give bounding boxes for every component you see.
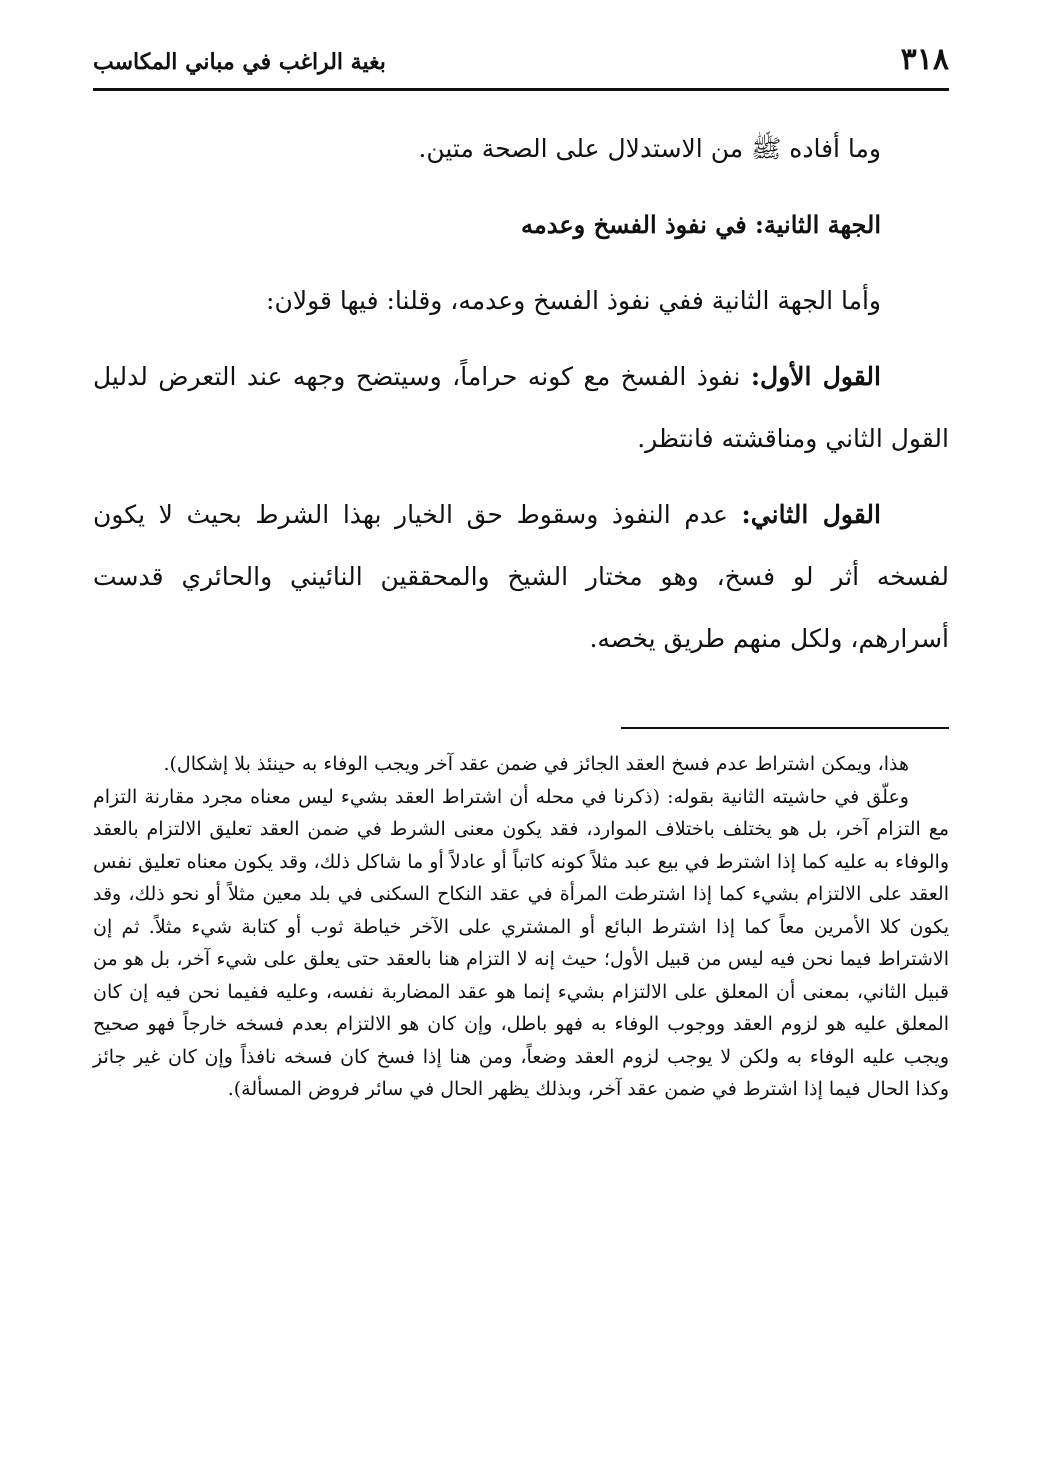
page-number: ٣١٨ — [900, 42, 949, 77]
section-heading: الجهة الثانية: في نفوذ الفسخ وعدمه — [521, 210, 881, 239]
paragraph-2: وأما الجهة الثانية ففي نفوذ الفسخ وعدمه، وقلنا: فيها قولان: — [266, 286, 881, 315]
footnote-divider — [621, 727, 949, 729]
footnotes — [93, 748, 949, 1106]
second-opinion-label: القول الثاني: — [741, 500, 881, 529]
page-header — [93, 38, 949, 91]
running-title: بغية الراغب في مباني المكاسب — [93, 49, 386, 75]
footnote-2: وعلّق في حاشيته الثانية بقوله: (ذكرنا في محله أن اشتراط العقد بشيء ليس معناه مجرد مقارنة التزام مع التزام آخر، بل هو يختلف باختلاف الموارد، فقد يكون معنى الشرط في ضمن العقد تعليق الالتزام بالعقد والوفاء به عليه كما إذا اشترط في بيع عبد مثلاً كونه كاتباً أو عادلاً أو ما شاكل ذلك، وقد يكون معناه تعليق نفس العقد على الالتزام بشيء كما إذا اشترطت المرأة في عقد النكاح السكنى في بلد معين مثلاً أو نحو ذلك، وقد يكون كلا الأمرين معاً كما إذا اشترط البائع أو المشتري على الآخر خياطة ثوب أو كتابة شيء مثلاً. ثم إن الاشتراط فيما نحن فيه ليس من قبيل الأول؛ حيث إنه لا التزام هنا بالعقد حتى يعلق على شيء آخر، بل هو من قبيل الثاني، بمعنى أن المعلق على الالتزام بشيء إنما هو عقد المضاربة نفسه، وعليه ففيما نحن فيه إن كان المعلق عليه هو لزوم العقد ووجوب الوفاء به فهو باطل، وإن كان هو الالتزام بعدم فسخه خارجاً فهو صحيح ويجب عليه الوفاء به ولكن لا يوجب لزوم العقد وضعاً، ومن هنا إذا فسخ كان فسخه نافذاً وإن كان غير جائز وكذا الحال فيما إذا اشترط في ضمن عقد آخر، وبذلك يظهر الحال في سائر فروض المسألة). — [93, 785, 949, 1100]
paragraph-3 — [93, 346, 949, 470]
paragraph-1: وما أفاده ﷺ من الاستدلال على الصحة متين. — [418, 134, 881, 163]
footnote-1: هذا، ويمكن اشتراط عدم فسخ العقد الجائز في ضمن عقد آخر ويجب الوفاء به حينئذ بلا إشكال). — [163, 753, 909, 775]
main-text — [93, 118, 949, 684]
paragraph-4 — [93, 484, 949, 670]
first-opinion-label: القول الأول: — [750, 362, 881, 391]
second-opinion-text: عدم النفوذ وسقوط حق الخيار بهذا الشرط بحيث لا يكون لفسخه أثر لو فسخ، وهو مختار الشيخ والمحققين النائيني والحائري قدست أسرارهم، ولكل منهم طريق يخصه. — [93, 500, 949, 653]
first-opinion-text: نفوذ الفسخ مع كونه حراماً، وسيتضح وجهه عند التعرض لدليل القول الثاني ومناقشته فانتظر. — [93, 362, 949, 453]
